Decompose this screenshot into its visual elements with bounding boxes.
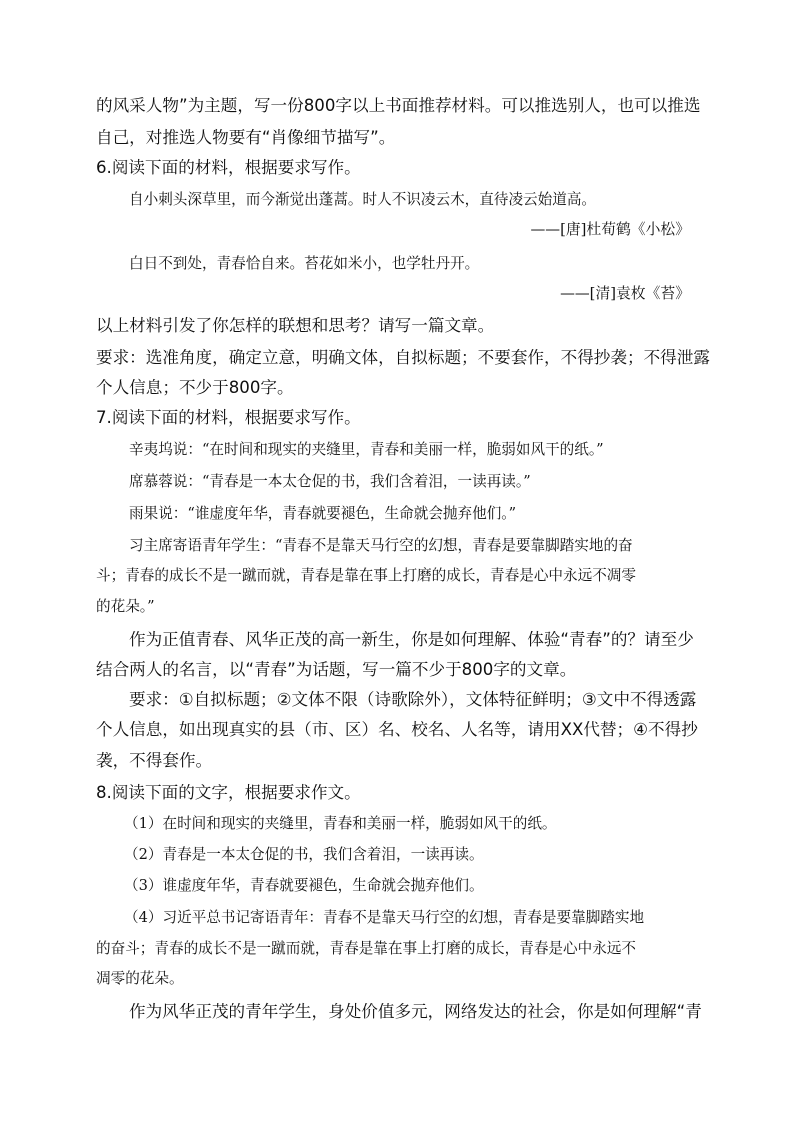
q6-prompt: 以上材料引发了你怎样的联想和思考？请写一篇文章。 (96, 316, 495, 335)
q7-quote-4-line-3: 的花朵。” (96, 598, 155, 615)
q8-item-4-line-3: 凋零的花朵。 (96, 970, 184, 987)
q6-citation-1: ——[唐]杜荀鹤《小松》 (530, 221, 690, 238)
q7-requirement-line-2: 个人信息，如出现真实的县（市、区）名、校名、人名等，请用XX代替；④不得抄 (96, 720, 698, 739)
q6-requirement-line-2: 个人信息；不少于800字。 (96, 378, 294, 397)
q7-task-line-2: 结合两人的名言，以“青春”为话题，写一篇不少于800字的文章。 (96, 660, 577, 679)
q6-citation-2: ——[清]袁枚《苔》 (560, 285, 690, 302)
q7-quote-3: 雨果说：“谁虚度年华，青春就要褪色，生命就会抛弃他们。” (129, 505, 517, 522)
q7-quote-4-line-1: 习主席寄语青年学生：“青春不是靠天马行空的幻想，青春是要靠脚踏实地的奋 (129, 537, 633, 554)
q7-task-line-1: 作为正值青春、风华正茂的高一新生，你是如何理解、体验“青春”的？请至少 (129, 630, 694, 649)
q7-requirement-line-1: 要求：①自拟标题；②文体不限（诗歌除外），文体特征鲜明；③文中不得透露 (129, 690, 697, 709)
question-8-heading: 8.阅读下面的文字，根据要求作文。 (96, 783, 361, 802)
intro-line-1: 的风采人物”为主题，写一份800字以上书面推荐材料。可以推选别人，也可以推选 (96, 96, 701, 115)
q8-item-4-line-2: 的奋斗；青春的成长不是一蹴而就，青春是靠在事上打磨的成长，青春是心中永远不 (96, 940, 636, 957)
q6-poem-2: 白日不到处，青春恰自来。苔花如米小，也学牡丹开。 (129, 255, 480, 272)
q8-item-1: （1）在时间和现实的夹缝里，青春和美丽一样，脆弱如风干的纸。 (124, 815, 557, 832)
q7-quote-4-line-2: 斗；青春的成长不是一蹴而就，青春是靠在事上打磨的成长，青春是心中永远不凋零 (96, 567, 636, 584)
q7-requirement-line-3: 袭，不得套作。 (96, 751, 213, 770)
q6-poem-1: 自小刺头深草里，而今渐觉出蓬蒿。时人不识凌云木，直待凌云始道高。 (129, 191, 597, 208)
question-6-heading: 6.阅读下面的材料，根据要求写作。 (96, 158, 361, 177)
q7-quote-1: 辛夷坞说：“在时间和现实的夹缝里，青春和美丽一样，脆弱如风干的纸。” (129, 441, 604, 458)
q8-task-line-1: 作为风华正茂的青年学生，身处价值多元，网络发达的社会，你是如何理解“青 (129, 1002, 702, 1021)
q8-item-3: （3）谁虚度年华，青春就要褪色，生命就会抛弃他们。 (124, 877, 484, 894)
q7-quote-2: 席慕蓉说：“青春是一本太仓促的书，我们含着泪，一读再读。” (129, 473, 531, 490)
q8-item-2: （2）青春是一本太仓促的书，我们含着泪，一读再读。 (124, 846, 484, 863)
q8-item-4-line-1: （4）习近平总书记寄语青年：青春不是靠天马行空的幻想，青春是要靠脚踏实地 (124, 909, 645, 926)
intro-line-2: 自己，对推选人物要有“肖像细节描写”。 (96, 128, 396, 147)
q6-requirement-line-1: 要求：选准角度，确定立意，明确文体，自拟标题；不要套作，不得抄袭；不得泄露 (96, 348, 710, 367)
question-7-heading: 7.阅读下面的材料，根据要求写作。 (96, 408, 361, 427)
